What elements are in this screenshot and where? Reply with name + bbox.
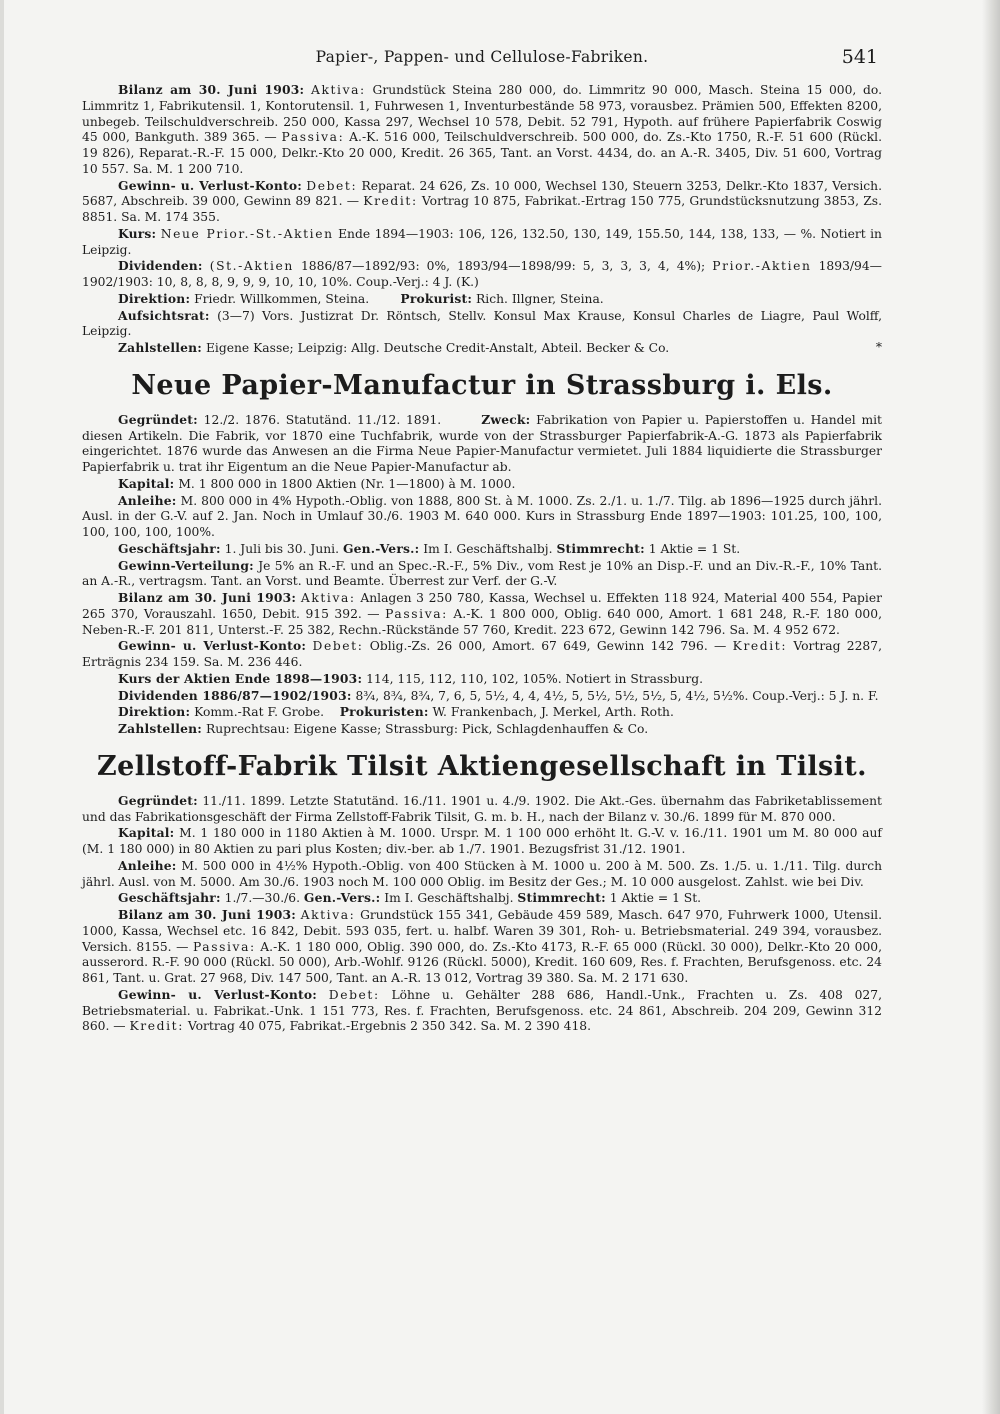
geschaeftsjahr-label: Geschäftsjahr:	[118, 540, 221, 556]
page-edge-left	[0, 0, 4, 1414]
dividenden-text-1: 1886/87—1892/93: 0%, 1893/94—1898/99: 5, 3, 3, 3, 4, 4%);	[300, 259, 706, 274]
kapital-paragraph	[82, 476, 882, 493]
section-zellstoff-fabrik-tilsit	[82, 751, 882, 1035]
stimmrecht-label: Stimmrecht:	[556, 540, 645, 556]
dividenden-paragraph	[82, 688, 882, 705]
direktion-text: Komm.-Rat F. Grobe.	[194, 705, 325, 720]
debet-text: Löhne u. Gehälter 288 686, Handl.-Unk., Frachten u. Zs. 408 027, Betriebsmaterial. u. Fabrikat.-Unk. 1 151 773, Res. f. Frachten, Berufsgenoss. etc. 24 861, Abschreib. 204 209, Gewinn 312 860. —	[82, 987, 882, 1034]
aktiva-text: Anlagen 3 250 780, Kassa, Wechsel u. Effekten 118 924, Material 400 554, Papier 265 370, Vorauszahl. 1650, Debit. 915 392. —	[82, 591, 882, 621]
gewinnverteilung-paragraph	[82, 558, 882, 591]
passiva-label: Passiva:	[385, 606, 448, 621]
zahlstellen-paragraph	[82, 721, 882, 738]
kurs-text: Ende 1894—1903: 106, 126, 132.50, 130, 149, 155.50, 144, 138, 133, — %. Notiert in Leipzig.	[82, 226, 882, 257]
gegruendet-paragraph	[82, 412, 882, 476]
kurs-spaced: Neue Prior.-St.-Aktien	[160, 226, 334, 241]
debet-text: Oblig.-Zs. 26 000, Amort. 67 649, Gewinn 142 796. —	[369, 639, 727, 654]
passiva-label: Passiva:	[281, 130, 345, 145]
page-number: 541	[841, 46, 878, 68]
direktion-label: Direktion:	[118, 290, 191, 306]
section-previous-company	[82, 82, 882, 357]
geschaeftsjahr-label: Geschäftsjahr:	[118, 890, 221, 906]
prokurist-label: Prokurist:	[400, 290, 473, 306]
kurs-label: Kurs der Aktien Ende 1898—1903:	[118, 670, 363, 686]
passiva-text: A.-K. 516 000, Teilschuldverschreib. 500 000, do. Zs.-Kto 1750, R.-F. 51 600 (Rückl. 19 826), Reparat.-R.-F. 15 000, Delkr.-Kto 20 000, Kredit. 26 365, Tant. an Vorst. 4434, do. an A.-R. 3405, Div. 51 600, Vortrag 10 557. Sa. M. 1 200 710.	[82, 130, 882, 176]
debet-text: Reparat. 24 626, Zs. 10 000, Wechsel 130, Steuern 3253, Delkr.-Kto 1837, Versich. 5687, Abschreib. 39 000, Gewinn 89 821. —	[82, 178, 882, 209]
debet-label: Debet:	[312, 639, 364, 654]
bilanz-label: Bilanz am 30. Juni 1903:	[118, 82, 305, 97]
anleihe-text: M. 800 000 in 4% Hypoth.-Oblig. von 1888, 800 St. à M. 1000. Zs. 2./1. u. 1./7. Tilg. ab 1896—1925 durch jährl. Ausl. in der G.-V. auf 2. Jan. Noch in Umlauf 30./6. 1903 M. 640 000. Kurs in Strassburg Ende 1897—1903: 101.25, 100, 100, 100, 100, 100, 100%.	[82, 493, 882, 539]
aufsichtsrat-text: (3—7) Vors. Justizrat Dr. Röntsch, Stellv. Konsul Max Krause, Konsul Charles de Liagre, Paul Wolff, Leipzig.	[82, 308, 882, 339]
genvers-label: Gen.-Vers.:	[303, 890, 381, 906]
bilanz-paragraph	[82, 907, 882, 987]
aufsichtsrat-label: Aufsichtsrat:	[118, 307, 210, 323]
page-edge-right	[982, 0, 1000, 1414]
stimmrecht-label: Stimmrecht:	[517, 890, 606, 906]
gegruendet-text: 12./2. 1876. Statutänd. 11./12. 1891.	[203, 412, 442, 427]
kurs-paragraph	[82, 226, 882, 259]
dividenden-paragraph	[82, 258, 882, 291]
company-title: Zellstoff-Fabrik Tilsit Aktiengesellschaft in Tilsit.	[97, 750, 867, 782]
dividenden-text-2: 1893/94—1902/1903: 10, 8, 8, 8, 9, 9, 9, 10, 10, 10%. Coup.-Verj.: 4 J. (K.)	[82, 259, 882, 289]
prokuristen-text: W. Frankenbach, J. Merkel, Arth. Roth.	[432, 705, 674, 720]
gewinn-paragraph	[82, 178, 882, 226]
kredit-text: Vortrag 2287, Erträgnis 234 159. Sa. M. 236 446.	[82, 639, 882, 669]
aufsichtsrat-paragraph	[82, 308, 882, 341]
direktion-paragraph	[82, 291, 882, 308]
passiva-text: A.-K. 1 800 000, Oblig. 640 000, Amort. 1 681 248, R.-F. 180 000, Neben-R.-F. 201 811, Unterst.-F. 25 382, Rechn.-Rückstände 57 760, Kredit. 223 672, Gewinn 142 796. Sa. M. 4 952 672.	[82, 606, 882, 637]
zahlstellen-text: Eigene Kasse; Leipzig: Allg. Deutsche Credit-Anstalt, Abteil. Becker & Co.	[205, 341, 670, 355]
zahlstellen-label: Zahlstellen:	[118, 340, 203, 355]
kapital-label: Kapital:	[118, 475, 175, 491]
dividenden-spaced-2: Prior.-Aktien	[712, 259, 812, 274]
debet-label: Debet:	[306, 178, 358, 193]
direktion-label: Direktion:	[118, 704, 191, 720]
kredit-text: Vortrag 10 875, Fabrikat.-Ertrag 150 775, Grundstücksnutzung 3853, Zs. 8851. Sa. M. 174 355.	[82, 194, 882, 224]
gewinn-label: Gewinn- u. Verlust-Konto:	[118, 638, 307, 654]
aktiva-label: Aktiva:	[310, 83, 366, 97]
document-page	[82, 42, 882, 1035]
anleihe-text: M. 500 000 in 4½% Hypoth.-Oblig. von 400 Stücken à M. 1000 u. 200 à M. 500. Zs. 1./5. u. 1./11. Tilg. durch jährl. Ausl. von M. 5000. Am 30./6. 1903 noch M. 100 000 Oblig. im Besitz der Ges.; M. 10 000 ausgelost. Zahlst. wie bei Div.	[82, 858, 882, 889]
kapital-label: Kapital:	[118, 825, 175, 841]
running-head	[82, 42, 882, 82]
debet-label: Debet:	[328, 987, 380, 1002]
gegruendet-paragraph	[82, 793, 882, 826]
passiva-label: Passiva:	[192, 939, 256, 954]
bilanz-label: Bilanz am 30. Juni 1903:	[118, 590, 297, 605]
zweck-text: Fabrikation von Papier u. Papierstoffen u. Handel mit diesen Artikeln. Die Fabrik, vor 1870 eine Tuchfabrik, wurde von der Strassburger Papierfabrik-A.-G. 1873 als Papierfabrik eingerichtet. 1876 wurde das Anwesen an die Firma Neue Papier-Manufactur vermietet. Juli 1884 liquidierte die Strassburger Papierfabrik u. trat ihr Eigentum an die Neue Papier-Manufactur ab.	[82, 412, 882, 474]
gewinn-label: Gewinn- u. Verlust-Konto:	[118, 177, 303, 193]
genvers-label: Gen.-Vers.:	[342, 540, 420, 556]
aktiva-text: Grundstück Steina 280 000, do. Limmritz 90 000, Masch. Steina 15 000, do. Limmritz 1, Fabrikutensil. 1, Kontorutensil. 1, Fuhrwesen 1, Inventurbestände 58 973, vorausbez. Prämien 500, Effekten 8200, unbegeb. Teilschuldverschreib. 250 000, Kassa 297, Wechsel 10 578, Debit. 52 791, Hypoth. auf frühere Papierfabrik Coswig 45 000, Bankguth. 389 365. —	[82, 83, 882, 145]
kapital-paragraph	[82, 825, 882, 858]
gewinnverteilung-label: Gewinn-Verteilung:	[118, 557, 254, 573]
aktiva-text: Grundstück 155 341, Gebäude 459 589, Masch. 647 970, Fuhrwerk 1000, Utensil. 1000, Kassa, Wechsel etc. 16 842, Debit. 593 035, fert. u. halbf. Waren 39 301, Roh- u. Betriebsmaterial. 249 394, vorausbez. Versich. 8155. —	[82, 908, 882, 954]
kredit-label: Kredit:	[732, 639, 788, 654]
direktion-paragraph	[82, 704, 882, 721]
bilanz-paragraph	[82, 590, 882, 638]
direktion-text: Friedr. Willkommen, Steina.	[194, 291, 370, 306]
kurs-text: 114, 115, 112, 110, 102, 105%. Notiert in Strassburg.	[366, 671, 703, 686]
gegruendet-text: 11./11. 1899. Letzte Statutänd. 16./11. 1901 u. 4./9. 1902. Die Akt.-Ges. übernahm das Fabriketablissement und das Fabrikationsgeschäft der Firma Zellstoff-Fabrik Tilsit, G. m. b. H., nach der Bilanz v. 30./6. 1899 für M. 870 000.	[82, 793, 882, 824]
zweck-label: Zweck:	[481, 411, 531, 427]
genvers-text: Im I. Geschäftshalbj.	[384, 891, 514, 906]
zahlstellen-label: Zahlstellen:	[118, 721, 203, 736]
gewinn-paragraph	[82, 638, 882, 671]
bilanz-label: Bilanz am 30. Juni 1903:	[118, 907, 296, 922]
gewinnverteilung-text: Je 5% an R.-F. und an Spec.-R.-F., 5% Div., vom Rest je 10% an Disp.-F. und an Div.-R.-F., 10% Tant. an A.-R., vertragsm. Tant. an Vorst. und Beamte. Überrest zur Verf. der G.-V.	[82, 558, 882, 589]
dividenden-text: 8¾, 8¾, 8¾, 7, 6, 5, 5½, 4, 4, 4½, 5, 5½, 5½, 5½, 5, 4½, 5½%. Coup.-Verj.: 5 J. n. F.	[355, 688, 879, 703]
zahlstellen-paragraph	[82, 340, 882, 357]
asterisk-mark: *	[875, 340, 882, 354]
gegruendet-label: Gegründet:	[118, 411, 198, 427]
geschaeftsjahr-paragraph	[82, 541, 882, 558]
dividenden-spaced-1: (St.-Aktien	[209, 259, 294, 274]
kurs-label: Kurs:	[118, 225, 157, 241]
kurs-paragraph	[82, 671, 882, 688]
gewinn-label: Gewinn- u. Verlust-Konto:	[118, 986, 317, 1002]
stimmrecht-text: 1 Aktie = 1 St.	[648, 541, 741, 556]
prokurist-text: Rich. Illgner, Steina.	[476, 291, 604, 306]
kredit-label: Kredit:	[363, 194, 418, 209]
zahlstellen-text: Ruprechtsau: Eigene Kasse; Strassburg: Pick, Schlagdenhauffen & Co.	[205, 722, 649, 736]
kapital-text: M. 1 800 000 in 1800 Aktien (Nr. 1—1800) à M. 1000.	[178, 476, 516, 491]
kredit-text: Vortrag 40 075, Fabrikat.-Ergebnis 2 350 342. Sa. M. 2 390 418.	[187, 1019, 592, 1034]
dividenden-label: Dividenden 1886/87—1902/1903:	[118, 687, 352, 703]
anleihe-label: Anleihe:	[118, 857, 177, 873]
aktiva-label: Aktiva:	[300, 591, 356, 605]
anleihe-label: Anleihe:	[118, 492, 177, 508]
kapital-text: M. 1 180 000 in 1180 Aktien à M. 1000. Urspr. M. 1 100 000 erhöht lt. G.-V. v. 16./11. 1901 um M. 80 000 auf (M. 1 180 000) in 80 Aktien zu pari plus Kosten; div.-ber. ab 1./7. 1901. Bezugsfrist 31./12. 1901.	[82, 826, 882, 856]
passiva-text: A.-K. 1 180 000, Oblig. 390 000, do. Zs.-Kto 4173, R.-F. 65 000 (Rückl. 30 000), Delkr.-Kto 20 000, ausserord. R.-F. 90 000 (Rückl. 50 000), Arb.-Wohlf. 9126 (Rückl. 5000), Kredit. 160 609, Res. f. Frachten, Berufsgenoss. etc. 24 861, Tant. u. Grat. 27 968, Div. 147 500, Tant. an A.-R. 13 012, Vortrag 39 380. Sa. M. 2 171 630.	[82, 939, 883, 985]
bilanz-paragraph	[82, 82, 882, 178]
anleihe-paragraph	[82, 493, 882, 541]
genvers-text: Im I. Geschäftshalbj.	[423, 541, 553, 556]
gegruendet-label: Gegründet:	[118, 792, 198, 808]
running-title: Papier-, Pappen- und Cellulose-Fabriken.	[315, 48, 649, 66]
section-neue-papier-manufactur	[82, 370, 882, 738]
prokuristen-label: Prokuristen:	[339, 704, 429, 720]
anleihe-paragraph	[82, 858, 882, 891]
gewinn-paragraph	[82, 987, 882, 1035]
company-title: Neue Papier-Manufactur in Strassburg i. Els.	[131, 369, 833, 401]
aktiva-label: Aktiva:	[300, 908, 356, 922]
stimmrecht-text: 1 Aktie = 1 St.	[609, 891, 702, 906]
geschaeftsjahr-text: 1./7.—30./6.	[224, 891, 300, 906]
geschaeftsjahr-paragraph	[82, 890, 882, 907]
geschaeftsjahr-text: 1. Juli bis 30. Juni.	[224, 541, 340, 556]
dividenden-label: Dividenden:	[118, 258, 203, 274]
kredit-label: Kredit:	[129, 1019, 184, 1034]
